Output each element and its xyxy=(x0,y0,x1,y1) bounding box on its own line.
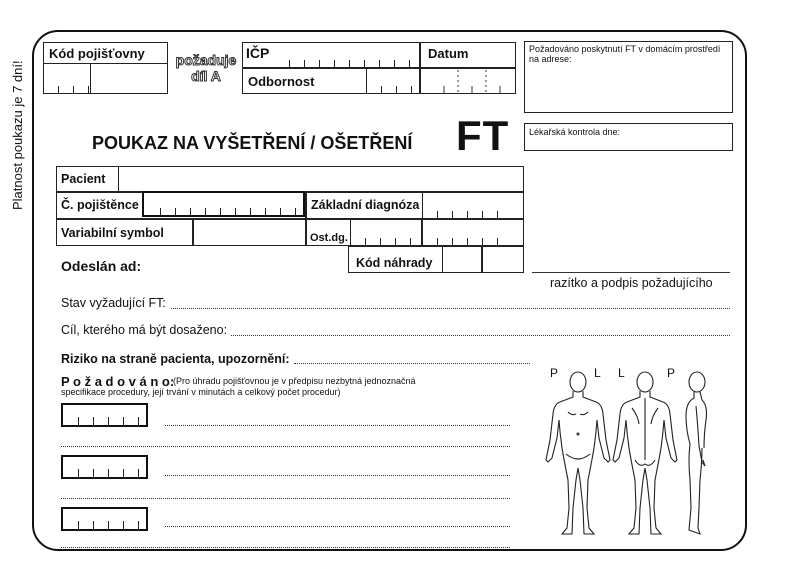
requests-part-a-line1: požaduje xyxy=(175,52,237,68)
stamp-label: razítko a podpis požadujícího xyxy=(550,276,713,290)
procedure-line-3a[interactable] xyxy=(165,516,510,527)
insured-number-ticks xyxy=(146,207,304,216)
requests-part-a-line2: díl A xyxy=(191,68,221,84)
goal-label: Cíl, kterého má být dosaženo: xyxy=(61,323,228,337)
requested-title: P o ž a d o v á n o: xyxy=(61,374,175,389)
insurance-code-ticks xyxy=(44,84,90,94)
patient-row[interactable] xyxy=(56,166,524,192)
sent-to-label: Odeslán ad: xyxy=(61,258,142,274)
body-label-back-l: L xyxy=(618,366,625,380)
body-label-front-l: L xyxy=(594,366,601,380)
form-title-ft: FT xyxy=(456,112,510,159)
compensation-code-label: Kód náhrady xyxy=(356,256,433,270)
condition-label: Stav vyžadující FT: xyxy=(61,296,166,310)
icp-ticks xyxy=(275,58,419,68)
insured-number-label: Č. pojištěnce xyxy=(61,198,139,212)
goal-input[interactable] xyxy=(231,323,730,336)
procedure-line-2a[interactable] xyxy=(165,465,510,476)
procedure-line-2b[interactable] xyxy=(61,488,510,499)
diagnosis-ticks xyxy=(423,209,499,219)
variable-symbol-label: Variabilní symbol xyxy=(61,226,164,240)
procedure-line-3b[interactable] xyxy=(61,537,510,548)
compensation-code-input-2[interactable] xyxy=(482,246,524,273)
diagnosis-label: Základní diagnóza xyxy=(311,198,420,212)
odbornost-label: Odbornost xyxy=(248,74,315,89)
icp-label: IČP xyxy=(246,45,270,61)
form-title: POUKAZ NA VYŠETŘENÍ / OŠETŘENÍ xyxy=(92,133,413,153)
risk-label: Riziko na straně pacienta, upozornění: xyxy=(61,352,290,366)
risk-input[interactable] xyxy=(294,352,530,364)
stamp-line xyxy=(532,272,730,273)
procedure-line-1a[interactable] xyxy=(165,415,510,426)
datum-label: Datum xyxy=(428,46,469,61)
body-label-back-p: P xyxy=(667,366,676,380)
condition-input[interactable] xyxy=(171,296,730,309)
other-diagnosis-ticks-1 xyxy=(351,237,421,246)
other-diagnosis-label: Ost.dg. xyxy=(310,232,348,244)
requested-note: (Pro úhradu pojišťovnou je v předpisu nezbytná jednoznačná specifikace procedury, její trvání v minutách a celkový počet procedur) xyxy=(61,376,416,397)
procedure-ticks-2 xyxy=(64,469,146,477)
patient-label: Pacient xyxy=(61,172,106,186)
odbornost-ticks xyxy=(367,84,419,94)
procedure-ticks-3 xyxy=(64,521,146,529)
procedure-ticks-1 xyxy=(64,417,146,425)
other-diagnosis-ticks-2 xyxy=(423,237,499,246)
insurance-code-label: Kód pojišťovny xyxy=(49,46,145,61)
body-figure-side-icon xyxy=(672,368,722,543)
procedure-line-1b[interactable] xyxy=(61,436,510,447)
body-label-front-p: P xyxy=(550,366,559,380)
validity-note: Platnost poukazu je 7 dní! xyxy=(10,60,25,210)
compensation-code-input-1[interactable] xyxy=(442,246,482,273)
home-address-label: Požadováno poskytnutí FT v domácím prostředí na adrese: xyxy=(529,44,721,64)
variable-symbol-divider xyxy=(192,219,194,246)
datum-dotted-separators xyxy=(420,68,516,94)
medical-check-label: Lékařská kontrola dne: xyxy=(529,127,621,137)
